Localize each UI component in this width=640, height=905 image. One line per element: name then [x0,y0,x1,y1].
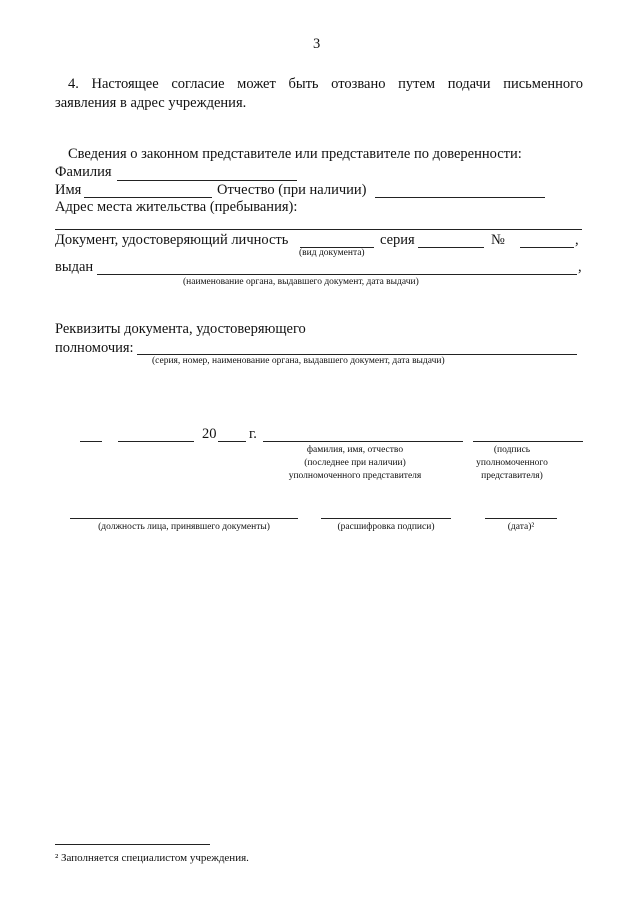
address-label: Адрес места жительства (пребывания): [55,199,298,215]
fio-hint-1: фамилия, имя, отчество [306,445,404,455]
official-date-hint: (дата)² [507,522,535,532]
name-field[interactable] [84,197,212,198]
footnote-separator [55,844,210,845]
authority-field[interactable] [137,354,577,355]
surname-label: Фамилия [55,164,112,180]
id-document-label: Документ, удостоверяющий личность [55,232,289,248]
sign-hint-3: представителя) [481,471,543,481]
footnote-text: ² Заполняется специалистом учреждения. [55,852,249,864]
fio-hint-2: (последнее при наличии) [304,458,406,468]
date-day-field[interactable] [80,441,102,442]
issued-field[interactable] [97,274,577,275]
number-label: № [491,232,505,248]
authority-hint: (серия, номер, наименование органа, выдавшего документ, дата выдачи) [152,356,445,366]
official-decoding-hint: (расшифровка подписи) [337,522,435,532]
issued-label: выдан [55,259,94,275]
sign-hint-1: (подпись [493,445,531,455]
year-prefix: 20 [202,426,217,442]
id-document-comma: , [575,232,579,248]
official-position-hint: (должность лица, принявшего документы) [98,522,270,532]
authority-label-line-1: Реквизиты документа, удостоверяющего [55,321,306,337]
name-label: Имя [55,182,82,198]
address-field[interactable] [55,229,582,230]
sign-hint-2: уполномоченного [476,458,548,468]
date-month-field[interactable] [118,441,194,442]
surname-field[interactable] [117,180,297,181]
consent-line-1: 4. Настоящее согласие может быть отозвано путем подачи письменного [68,76,583,92]
patronymic-field[interactable] [375,197,545,198]
patronymic-label: Отчество (при наличии) [217,182,367,198]
issued-hint: (наименование органа, выдавшего документ, дата выдачи) [183,277,419,287]
year-suffix: г. [249,426,257,442]
number-field[interactable] [520,247,574,248]
representative-name-field[interactable] [263,441,463,442]
issued-comma: , [578,259,582,275]
official-decoding-field[interactable] [321,518,451,519]
official-date-field[interactable] [485,518,557,519]
consent-line-2: заявления в адрес учреждения. [55,95,247,111]
representative-heading: Сведения о законном представителе или представителе по доверенности: [68,146,522,162]
date-year-field[interactable] [218,441,246,442]
official-position-field[interactable] [70,518,298,519]
fio-hint-3: уполномоченного представителя [288,471,422,481]
series-label: серия [380,232,415,248]
representative-signature-field[interactable] [473,441,583,442]
page-number: 3 [313,36,321,52]
document-type-hint: (вид документа) [299,248,365,258]
authority-label-line-2: полномочия: [55,340,134,356]
series-field[interactable] [418,247,484,248]
